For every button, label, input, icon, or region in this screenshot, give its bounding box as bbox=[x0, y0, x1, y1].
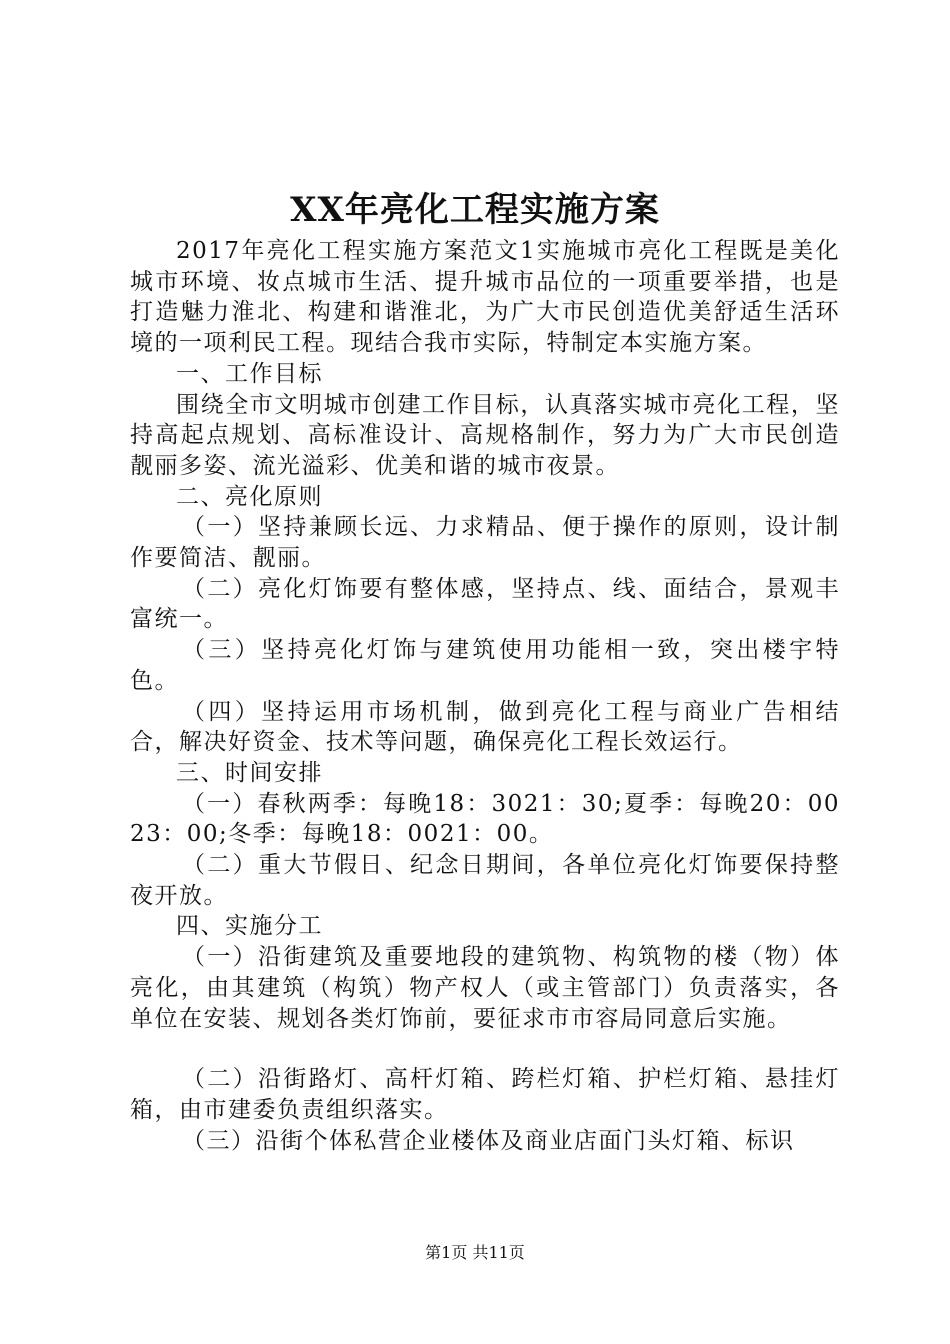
intro-paragraph: 2017年亮化工程实施方案范文1实施城市亮化工程既是美化城市环境、妆点城市生活、提升城市品位的一项重要举措，也是打造魅力淮北、构建和谐淮北，为广大市民创造优美舒适生活环境的一项利民工程。现结合我市实际，特制定本实施方案。 bbox=[130, 238, 840, 357]
page-number-footer: 第1页 共11页 bbox=[425, 1243, 525, 1262]
principle-item-3: （三）坚持亮化灯饰与建筑使用功能相一致，突出楼宇特色。 bbox=[130, 637, 840, 694]
division-item-3: （三）沿街个体私营企业楼体及商业店面门头灯箱、标识 bbox=[182, 1127, 795, 1154]
section-heading-principles: 二、亮化原则 bbox=[176, 483, 323, 510]
schedule-item-2: （二）重大节假日、纪念日期间，各单位亮化灯饰要保持整夜开放。 bbox=[130, 852, 840, 909]
section-heading-goals: 一、工作目标 bbox=[176, 360, 323, 387]
principle-item-2: （二）亮化灯饰要有整体感，坚持点、线、面结合，景观丰富统一。 bbox=[130, 575, 840, 633]
schedule-item-1: （一）春秋两季：每晚18：3021：30;夏季：每晚20：0023：00;冬季：每晚18：0021：00。 bbox=[130, 790, 840, 848]
principle-item-1: （一）坚持兼顾长远、力求精品、便于操作的原则，设计制作要简洁、靓丽。 bbox=[130, 514, 840, 572]
document-title: XX年亮化工程实施方案 bbox=[290, 190, 660, 230]
division-item-2: （二）沿街路灯、高杆灯箱、跨栏灯箱、护栏灯箱、悬挂灯箱，由市建委负责组织落实。 bbox=[130, 1066, 840, 1123]
section-heading-schedule: 三、时间安排 bbox=[176, 759, 323, 786]
goals-paragraph: 围绕全市文明城市创建工作目标，认真落实城市亮化工程，坚持高起点规划、高标准设计、高规格制作，努力为广大市民创造靓丽多姿、流光溢彩、优美和谐的城市夜景。 bbox=[130, 391, 840, 479]
principle-item-4: （四）坚持运用市场机制，做到亮化工程与商业广告相结合，解决好资金、技术等问题，确保亮化工程长效运行。 bbox=[130, 698, 840, 756]
section-heading-division: 四、实施分工 bbox=[176, 913, 323, 940]
division-item-1: （一）沿街建筑及重要地段的建筑物、构筑物的楼（物）体亮化，由其建筑（构筑）物产权人（或主管部门）负责落实，各单位在安装、规划各类灯饰前，要征求市市容局同意后实施。 bbox=[130, 944, 840, 1032]
document-body bbox=[130, 236, 840, 1156]
